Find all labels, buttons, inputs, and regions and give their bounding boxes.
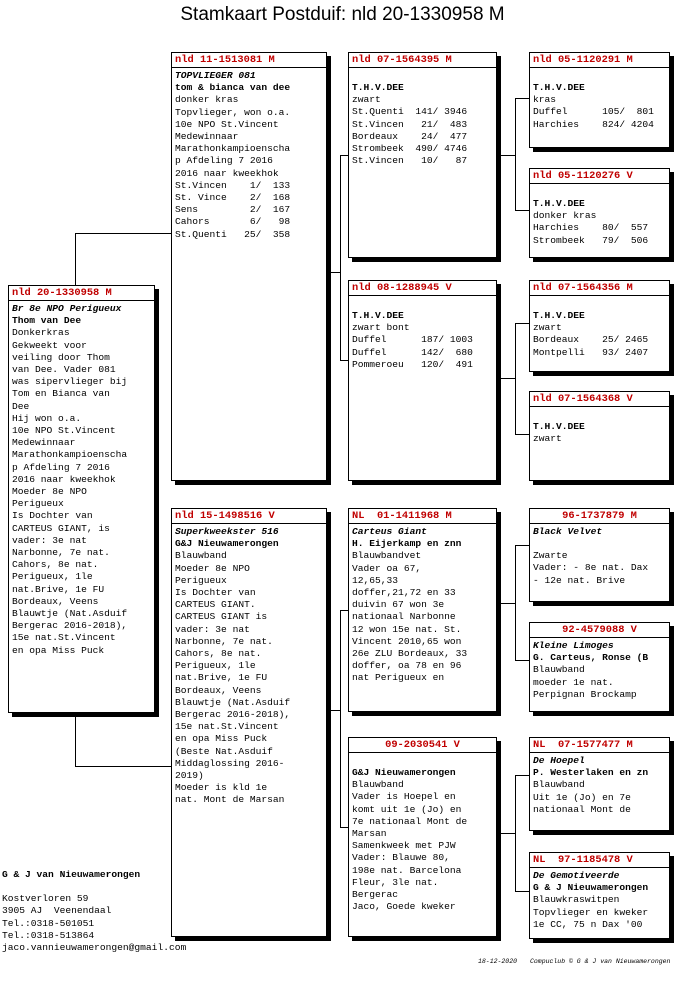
text-line: G. Carteus, Ronse (B	[533, 652, 649, 664]
blank-line	[533, 298, 666, 310]
text-line: moeder 1e nat.	[533, 676, 614, 688]
text-line: T.H.V.DEE	[533, 198, 585, 209]
card-text	[533, 409, 666, 445]
text-line: P. Westerlaken en zn	[533, 767, 649, 779]
text-line: Perigueux, 1le	[175, 660, 256, 672]
text-line: Blauwkraswitpen	[533, 894, 620, 906]
text-line: Blauwband	[533, 664, 585, 676]
connector-line	[340, 610, 341, 827]
text-line: Marathonkampioenscha	[12, 449, 128, 461]
text-line: Samenkweek met PJW	[352, 840, 456, 852]
text-line: doffer,21,72 en 33	[352, 587, 456, 599]
text-line: Sens 2/ 167	[175, 204, 291, 216]
blank-line	[533, 538, 666, 550]
text-line: Perigueux	[175, 574, 227, 586]
ring-number: nld 07-1564395 M	[349, 53, 496, 68]
text-line: Cahors 6/ 98	[175, 216, 291, 228]
text-line: 2016 naar kweekhok	[12, 473, 116, 485]
text-line: Gekweekt voor	[12, 339, 87, 351]
text-line: Bergerac 2016-2018),	[175, 709, 291, 721]
text-line: doffer, oa 78 en 96	[352, 660, 462, 672]
connector-line	[515, 98, 516, 210]
text-line: was sipervlieger bij	[12, 376, 128, 388]
text-line: Marsan	[352, 828, 387, 840]
connector-line	[329, 710, 341, 711]
card-text	[175, 526, 323, 807]
text-line: Dee	[12, 400, 30, 412]
text-line: vader: 3e nat	[175, 623, 250, 635]
connector-line	[515, 775, 529, 776]
connector-line	[499, 833, 516, 834]
pigeon-card-dss[interactable]	[529, 508, 670, 602]
text-line: St.Quenti 141/ 3946	[352, 106, 468, 118]
ring-number: nld 08-1288945 V	[349, 281, 496, 296]
pigeon-card-sire-sire[interactable]	[348, 52, 497, 258]
ring-number: nld 20-1330958 M	[9, 286, 154, 301]
text-line: 26e ZLU Bordeaux, 33	[352, 648, 468, 660]
connector-line	[515, 545, 529, 546]
text-line: Vader: Blauwe 80,	[352, 852, 450, 864]
text-line: donker kras	[533, 210, 597, 222]
card-text	[533, 870, 666, 931]
text-line: 15e nat.St.Vincent	[175, 721, 279, 733]
text-line: Narbonne, 7e nat.	[12, 547, 110, 559]
card-text	[352, 70, 493, 167]
card-text	[352, 755, 493, 913]
blank-line	[2, 881, 186, 893]
text-line: en opa Miss Puck	[12, 644, 105, 656]
text-line: 2019)	[175, 770, 204, 782]
owner-address	[2, 869, 186, 954]
text-line: Harchies 824/ 4204	[533, 118, 654, 130]
text-line: Vincent 2010,65 won	[352, 635, 462, 647]
text-line: nationaal Mont de	[533, 803, 631, 815]
text-line: Tel.:0318-513864	[2, 929, 95, 941]
text-line: Moeder 8e NPO	[12, 486, 87, 498]
text-line: Duffel 187/ 1003	[352, 334, 473, 346]
text-line: Perigueux	[12, 498, 64, 510]
text-line: Moeder is kld 1e	[175, 782, 268, 794]
text-line: Blauwband	[175, 550, 227, 562]
text-line: Donkerkras	[12, 327, 70, 339]
ring-number: nld 07-1564356 M	[530, 281, 669, 296]
blank-line	[533, 186, 666, 198]
text-line: van Dee. Vader 081	[12, 364, 116, 376]
text-line: CARTEUS GIANT is	[175, 611, 268, 623]
text-line: duivin 67 won 3e	[352, 599, 445, 611]
pigeon-card-dam[interactable]	[171, 508, 327, 937]
text-line: Tel.:0318-501051	[2, 917, 95, 929]
text-line: 15e nat.St.Vincent	[12, 632, 116, 644]
connector-line	[499, 155, 516, 156]
text-line: T.H.V.DEE	[533, 421, 585, 432]
text-line: Is Dochter van	[12, 510, 93, 522]
connector-line	[75, 233, 76, 286]
connector-line	[75, 766, 171, 767]
card-text	[352, 298, 493, 371]
text-line: CARTEUS GIANT, is	[12, 522, 110, 534]
text-line: Vader oa 67,	[352, 562, 422, 574]
text-line: T.H.V.DEE	[352, 310, 404, 321]
blank-line	[533, 409, 666, 421]
text-line: CARTEUS GIANT.	[175, 599, 256, 611]
card-text	[533, 186, 666, 247]
text-line: 3905 AJ Veenendaal	[2, 905, 112, 917]
text-line: Superkweekster 516	[175, 526, 279, 537]
text-line: Blauwtje (Nat.Asduif	[175, 696, 291, 708]
ring-number: NL 01-1411968 M	[349, 509, 496, 524]
pigeon-card-sss[interactable]	[529, 52, 670, 148]
text-line: zwart	[533, 322, 562, 334]
card-text	[533, 526, 666, 587]
card-text	[533, 70, 666, 131]
text-line: zwart	[352, 94, 381, 106]
text-line: Bordeaux, Veens	[175, 684, 262, 696]
text-line: Vader: - 8e nat. Dax	[533, 562, 649, 574]
blank-line	[533, 70, 666, 82]
ring-number: nld 11-1513081 M	[172, 53, 326, 68]
text-line: St. Vince 2/ 168	[175, 192, 291, 204]
page-title: Stamkaart Postduif: nld 20-1330958 M	[180, 4, 505, 25]
text-line: vader: 3e nat	[12, 534, 87, 546]
card-text	[533, 298, 666, 359]
text-line: kras	[533, 94, 557, 106]
blank-line	[352, 298, 493, 310]
text-line: G & J Nieuwamerongen	[533, 882, 649, 894]
text-line: Medewinnaar	[12, 437, 76, 449]
text-line: - 12e nat. Brive	[533, 574, 626, 586]
pigeon-card-sire-dam[interactable]	[348, 280, 497, 481]
text-line: nat Perigueux en	[352, 672, 445, 684]
ring-number: nld 05-1120291 M	[530, 53, 669, 68]
text-line: Bergerac 2016-2018),	[12, 620, 128, 632]
text-line: 198e nat. Barcelona	[352, 864, 462, 876]
pigeon-card-ddd[interactable]	[529, 852, 670, 939]
text-line: Thom van Dee	[12, 315, 82, 327]
card-text	[352, 526, 493, 685]
pigeon-card-sds[interactable]	[529, 280, 670, 372]
text-line: Br 8e NPO Perigueux	[12, 303, 122, 314]
pigeon-card-dsd[interactable]	[529, 622, 670, 712]
text-line: 7e nationaal Mont de	[352, 815, 468, 827]
text-line: Is Dochter van	[175, 587, 256, 599]
text-line: Perigueux, 1le	[12, 571, 93, 583]
text-line: St.Vincen 21/ 483	[352, 118, 468, 130]
text-line: 10e NPO St.Vincent	[175, 118, 279, 130]
text-line: donker kras	[175, 94, 239, 106]
card-text	[533, 640, 666, 701]
text-line: St.Quenti 25/ 358	[175, 228, 291, 240]
text-line: Bordeaux 24/ 477	[352, 130, 468, 142]
text-line: Marathonkampioenscha	[175, 143, 291, 155]
text-line: Cahors, 8e nat.	[175, 648, 262, 660]
text-line: Blauwband	[352, 779, 404, 791]
footer-credit: Compuclub © G & J van Nieuwamerongen	[530, 958, 671, 965]
pigeon-card-sdd[interactable]	[529, 391, 670, 481]
ring-number: 96-1737879 M	[530, 509, 669, 524]
text-line: 10e NPO St.Vincent	[12, 425, 116, 437]
ring-number: NL 07-1577477 M	[530, 738, 669, 753]
connector-line	[340, 155, 341, 360]
connector-line	[329, 272, 341, 273]
text-line: T.H.V.DEE	[533, 82, 585, 93]
text-line: Black Velvet	[533, 526, 603, 537]
text-line: Hij won o.a.	[12, 412, 82, 424]
connector-line	[499, 603, 516, 604]
blank-line	[352, 70, 493, 82]
text-line: zwart	[533, 433, 562, 445]
pigeon-card-dam-dam[interactable]	[348, 737, 497, 937]
text-line: 1e CC, 75 n Dax '00	[533, 918, 643, 930]
text-line: Jaco, Goede kweker	[352, 901, 456, 913]
card-text	[533, 755, 666, 816]
ring-number: 92-4579088 V	[530, 623, 669, 638]
text-line: Bordeaux, Veens	[12, 595, 99, 607]
owner-text	[2, 869, 186, 954]
text-line: p Afdeling 7 2016	[175, 155, 273, 167]
text-line: Topvlieger, won o.a.	[175, 106, 291, 118]
text-line: (Beste Nat.Asduif	[175, 745, 273, 757]
text-line: De Hoepel	[533, 755, 585, 766]
text-line: Topvlieger en kweker	[533, 906, 649, 918]
connector-line	[515, 98, 529, 99]
connector-line	[75, 233, 171, 234]
text-line: nat.Brive, 1e FU	[12, 583, 105, 595]
text-line: Bergerac	[352, 889, 399, 901]
card-text	[175, 70, 323, 241]
pigeon-card-dds[interactable]	[529, 737, 670, 831]
ring-number: NL 97-1185478 V	[530, 853, 669, 868]
pigeon-card-sire[interactable]	[171, 52, 327, 481]
text-line: T.H.V.DEE	[533, 310, 585, 321]
text-line: Pommeroeu 120/ 491	[352, 358, 473, 370]
ring-number: 09-2030541 V	[349, 738, 496, 753]
text-line: Duffel 142/ 680	[352, 346, 473, 358]
text-line: Perpignan Brockamp	[533, 688, 637, 700]
ring-number: nld 15-1498516 V	[172, 509, 326, 524]
text-line: Bordeaux 25/ 2465	[533, 334, 649, 346]
text-line: veiling door Thom	[12, 351, 110, 363]
text-line: nationaal Narbonne	[352, 611, 456, 623]
text-line: Blauwband	[533, 779, 585, 791]
text-line: Carteus Giant	[352, 526, 427, 537]
text-line: TOPVLIEGER 081	[175, 70, 256, 81]
text-line: Middaglossing 2016-	[175, 757, 285, 769]
text-line: Blauwbandvet	[352, 550, 422, 562]
connector-line	[515, 434, 529, 435]
text-line: De Gemotiveerde	[533, 870, 620, 881]
text-line: 12,65,33	[352, 574, 399, 586]
text-line: Vader is Hoepel en	[352, 791, 456, 803]
text-line: H. Eijerkamp en znn	[352, 538, 462, 550]
text-line: Harchies 80/ 557	[533, 222, 649, 234]
connector-line	[499, 378, 516, 379]
ring-number: nld 07-1564368 V	[530, 392, 669, 407]
text-line: Kleine Limoges	[533, 640, 614, 651]
text-line: Blauwtje (Nat.Asduif	[12, 608, 128, 620]
text-line: 2016 naar kweekhok	[175, 167, 279, 179]
text-line: 12 won 15e nat. St.	[352, 623, 462, 635]
text-line: Strombeek 79/ 506	[533, 234, 649, 246]
text-line: Medewinnaar	[175, 131, 239, 143]
text-line: Montpelli 93/ 2407	[533, 346, 649, 358]
card-text	[12, 303, 151, 657]
connector-line	[515, 660, 529, 661]
text-line: Strombeek 490/ 4746	[352, 143, 468, 155]
text-line: St.Vincen 10/ 87	[352, 155, 468, 167]
text-line: G&J Nieuwamerongen	[352, 767, 456, 778]
text-line: zwart bont	[352, 322, 410, 334]
text-line: nat. Mont de Marsan	[175, 794, 285, 806]
text-line: komt uit 1e (Jo) en	[352, 803, 462, 815]
text-line: Tom en Bianca van	[12, 388, 110, 400]
text-line: T.H.V.DEE	[352, 82, 404, 93]
text-line: Cahors, 8e nat.	[12, 559, 99, 571]
text-line: tom & bianca van dee	[175, 82, 291, 94]
connector-line	[515, 891, 529, 892]
text-line: jaco.vannieuwamerongen@gmail.com	[2, 942, 187, 954]
text-line: Duffel 105/ 801	[533, 106, 654, 118]
text-line: Moeder 8e NPO	[175, 562, 250, 574]
text-line: G&J Nieuwamerongen	[175, 538, 279, 550]
connector-line	[515, 323, 529, 324]
pigeon-card-dam-sire[interactable]	[348, 508, 497, 712]
pigeon-card-ssd[interactable]	[529, 168, 670, 258]
connector-line	[75, 716, 76, 766]
text-line: Kostverloren 59	[2, 893, 89, 905]
connector-line	[515, 210, 529, 211]
text-line: en opa Miss Puck	[175, 733, 268, 745]
text-line: St.Vincen 1/ 133	[175, 179, 291, 191]
text-line: Fleur, 3le nat.	[352, 876, 439, 888]
text-line: Zwarte	[533, 550, 568, 562]
blank-line	[352, 755, 493, 767]
text-line: G & J van Nieuwamerongen	[2, 869, 141, 880]
text-line: Narbonne, 7e nat.	[175, 635, 273, 647]
text-line: p Afdeling 7 2016	[12, 461, 110, 473]
text-line: Uit 1e (Jo) en 7e	[533, 791, 631, 803]
print-date: 18-12-2020	[478, 958, 518, 965]
ring-number: nld 05-1120276 V	[530, 169, 669, 184]
text-line: nat.Brive, 1e FU	[175, 672, 268, 684]
pigeon-card-subject[interactable]	[8, 285, 155, 713]
